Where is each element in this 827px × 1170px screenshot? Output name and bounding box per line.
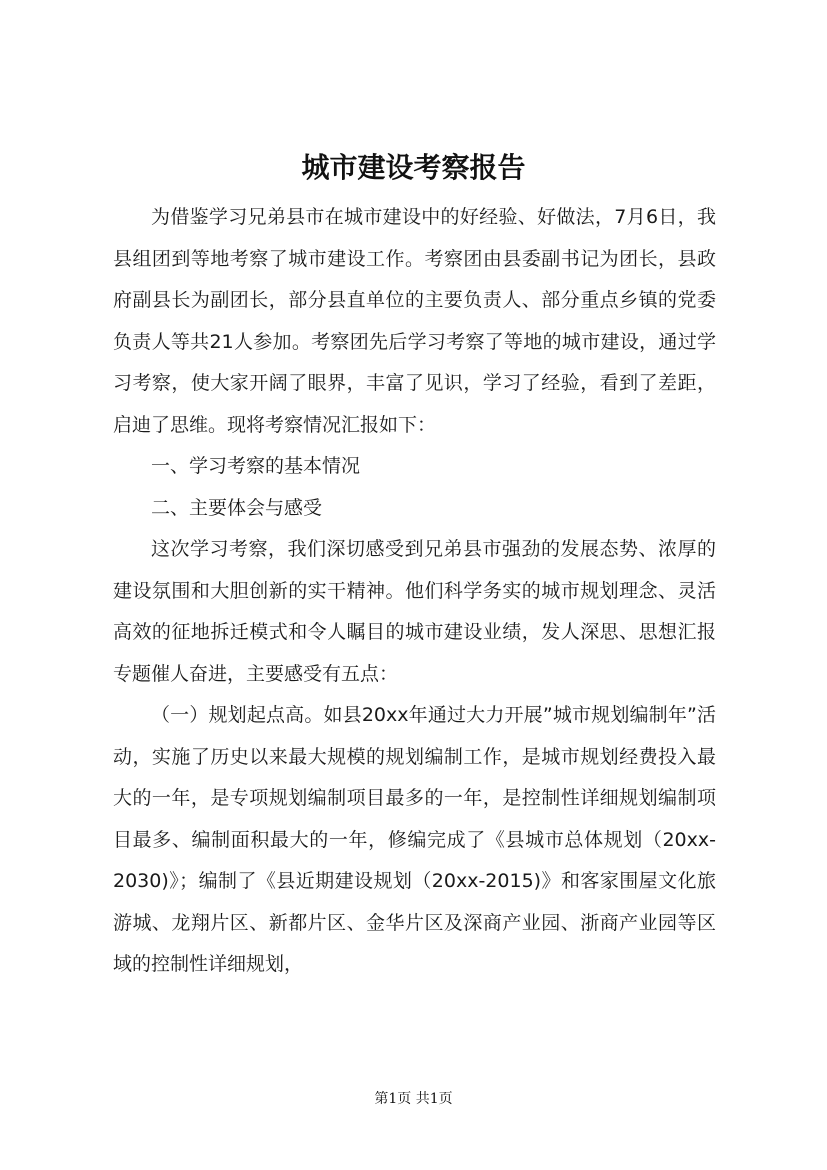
document-title: 城市建设考察报告 xyxy=(301,151,526,184)
section-heading-2: 二、主要体会与感受 xyxy=(151,496,323,519)
page-number-footer: 第1页 共1页 xyxy=(374,1091,453,1107)
paragraph-planning: （一）规划起点高。如县20xx年通过大力开展”城市规划编制年”活动，实施了历史以来最大规模的规划编制工作，是城市规划经费投入最大的一年，是专项规划编制项目最多的一年，是控制性详细规划编制项目最多、编制面积最大的一年，修编完成了《县城市总体规划（20xx-2030)》；编制了《县近期建设规划（20xx-2015)》和客家围屋文化旅游城、龙翔片区、新都片区、金华片区及深商产业园、浙商产业园等区域的控制性详细规划， xyxy=(113,704,716,975)
paragraph-intro: 为借鉴学习兄弟县市在城市建设中的好经验、好做法，7月6日，我县组团到等地考察了城市建设工作。考察团由县委副书记为团长，县政府副县长为副团长，部分县直单位的主要负责人、部分重点乡镇的党委负责人等共21人参加。考察团先后学习考察了等地的城市建设，通过学习考察，使大家开阔了眼界，丰富了见识，学习了经验，看到了差距，启迪了思维。现将考察情况汇报如下： xyxy=(113,206,716,436)
paragraph-impressions: 这次学习考察，我们深切感受到兄弟县市强劲的发展态势、浓厚的建设氛围和大胆创新的实干精神。他们科学务实的城市规划理念、灵活高效的征地拆迁模式和令人瞩目的城市建设业绩，发人深思、思想汇报专题催人奋进，主要感受有五点： xyxy=(113,538,716,685)
section-heading-1: 一、学习考察的基本情况 xyxy=(151,455,361,477)
document-body xyxy=(113,197,716,986)
